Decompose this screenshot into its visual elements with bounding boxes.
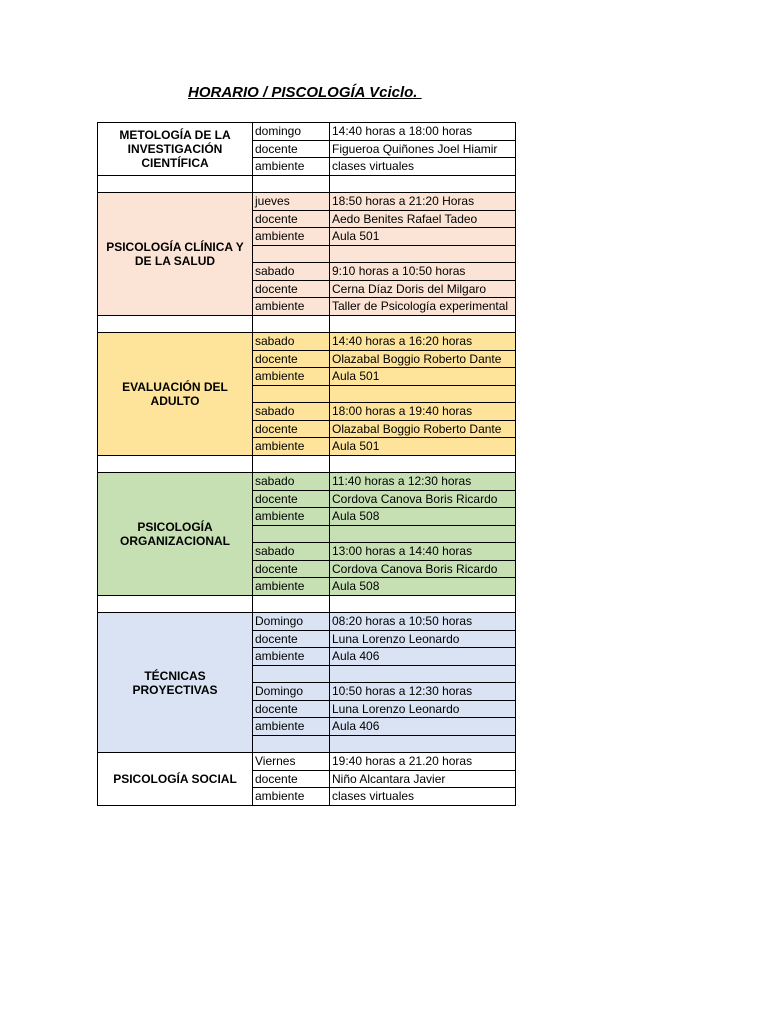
- row-label: [253, 665, 330, 683]
- row-label: docente: [253, 490, 330, 508]
- row-label: docente: [253, 210, 330, 228]
- row-label: domingo: [253, 123, 330, 141]
- row-label: jueves: [253, 193, 330, 211]
- row-label: ambiente: [253, 648, 330, 666]
- row-value: Aula 501: [330, 438, 516, 456]
- row-value: Cerna Díaz Doris del Milgaro: [330, 280, 516, 298]
- row-label: [253, 525, 330, 543]
- row-value: Cordova Canova Boris Ricardo: [330, 560, 516, 578]
- table-row: [98, 753, 516, 771]
- row-value: Aula 406: [330, 648, 516, 666]
- row-value: Luna Lorenzo Leonardo: [330, 700, 516, 718]
- spacer-row: [98, 455, 516, 473]
- row-label: sabado: [253, 333, 330, 351]
- subject-cell: PSICOLOGÍA ORGANIZACIONAL: [98, 473, 253, 596]
- row-value: 9:10 horas a 10:50 horas: [330, 263, 516, 281]
- row-label: docente: [253, 630, 330, 648]
- subject-cell: TÉCNICAS PROYECTIVAS: [98, 613, 253, 753]
- row-value: Cordova Canova Boris Ricardo: [330, 490, 516, 508]
- row-label: [253, 735, 330, 753]
- row-value: 18:50 horas a 21:20 Horas: [330, 193, 516, 211]
- row-label: [253, 385, 330, 403]
- subject-cell: PSICOLOGÍA SOCIAL: [98, 753, 253, 806]
- row-label: docente: [253, 350, 330, 368]
- row-value: [330, 735, 516, 753]
- row-value: 14:40 horas a 18:00 horas: [330, 123, 516, 141]
- page-title: HORARIO / PISCOLOGÍA Vciclo.: [188, 84, 422, 101]
- table-row: [98, 613, 516, 631]
- table-row: [98, 473, 516, 491]
- row-label: docente: [253, 560, 330, 578]
- row-label: ambiente: [253, 158, 330, 176]
- row-value: [330, 385, 516, 403]
- row-label: docente: [253, 770, 330, 788]
- table-row: [98, 123, 516, 141]
- row-label: Viernes: [253, 753, 330, 771]
- row-label: ambiente: [253, 788, 330, 806]
- table-row: [98, 333, 516, 351]
- spacer-row: [98, 595, 516, 613]
- row-value: [330, 525, 516, 543]
- row-value: Aula 508: [330, 578, 516, 596]
- row-value: [330, 665, 516, 683]
- row-value: Luna Lorenzo Leonardo: [330, 630, 516, 648]
- row-label: sabado: [253, 263, 330, 281]
- row-value: clases virtuales: [330, 158, 516, 176]
- spacer-row: [98, 315, 516, 333]
- row-label: Domingo: [253, 683, 330, 701]
- row-value: Olazabal Boggio Roberto Dante: [330, 420, 516, 438]
- row-value: Aula 508: [330, 508, 516, 526]
- row-label: ambiente: [253, 718, 330, 736]
- row-value: Aedo Benites Rafael Tadeo: [330, 210, 516, 228]
- row-value: Aula 501: [330, 368, 516, 386]
- row-label: docente: [253, 140, 330, 158]
- row-value: 18:00 horas a 19:40 horas: [330, 403, 516, 421]
- row-label: docente: [253, 280, 330, 298]
- row-label: docente: [253, 420, 330, 438]
- row-value: 13:00 horas a 14:40 horas: [330, 543, 516, 561]
- row-label: ambiente: [253, 438, 330, 456]
- row-label: sabado: [253, 403, 330, 421]
- row-value: Aula 406: [330, 718, 516, 736]
- spacer-row: [98, 175, 516, 193]
- subject-cell: PSICOLOGÍA CLÍNICA Y DE LA SALUD: [98, 193, 253, 316]
- table-row: [98, 193, 516, 211]
- row-value: 11:40 horas a 12:30 horas: [330, 473, 516, 491]
- row-value: 19:40 horas a 21.20 horas: [330, 753, 516, 771]
- row-label: ambiente: [253, 298, 330, 316]
- row-label: sabado: [253, 473, 330, 491]
- row-value: 08:20 horas a 10:50 horas: [330, 613, 516, 631]
- row-value: Taller de Psicología experimental: [330, 298, 516, 316]
- row-value: 10:50 horas a 12:30 horas: [330, 683, 516, 701]
- row-label: docente: [253, 700, 330, 718]
- row-label: ambiente: [253, 508, 330, 526]
- row-label: sabado: [253, 543, 330, 561]
- row-label: [253, 245, 330, 263]
- row-value: Olazabal Boggio Roberto Dante: [330, 350, 516, 368]
- row-label: Domingo: [253, 613, 330, 631]
- row-value: clases virtuales: [330, 788, 516, 806]
- row-value: Figueroa Quiñones Joel Hiamir: [330, 140, 516, 158]
- row-value: Aula 501: [330, 228, 516, 246]
- row-label: ambiente: [253, 228, 330, 246]
- row-label: ambiente: [253, 578, 330, 596]
- row-label: ambiente: [253, 368, 330, 386]
- row-value: 14:40 horas a 16:20 horas: [330, 333, 516, 351]
- subject-cell: METOLOGÍA DE LA INVESTIGACIÓN CIENTÍFICA: [98, 123, 253, 176]
- schedule-table: [97, 122, 516, 806]
- row-value: [330, 245, 516, 263]
- row-value: Niño Alcantara Javier: [330, 770, 516, 788]
- subject-cell: EVALUACIÓN DEL ADULTO: [98, 333, 253, 456]
